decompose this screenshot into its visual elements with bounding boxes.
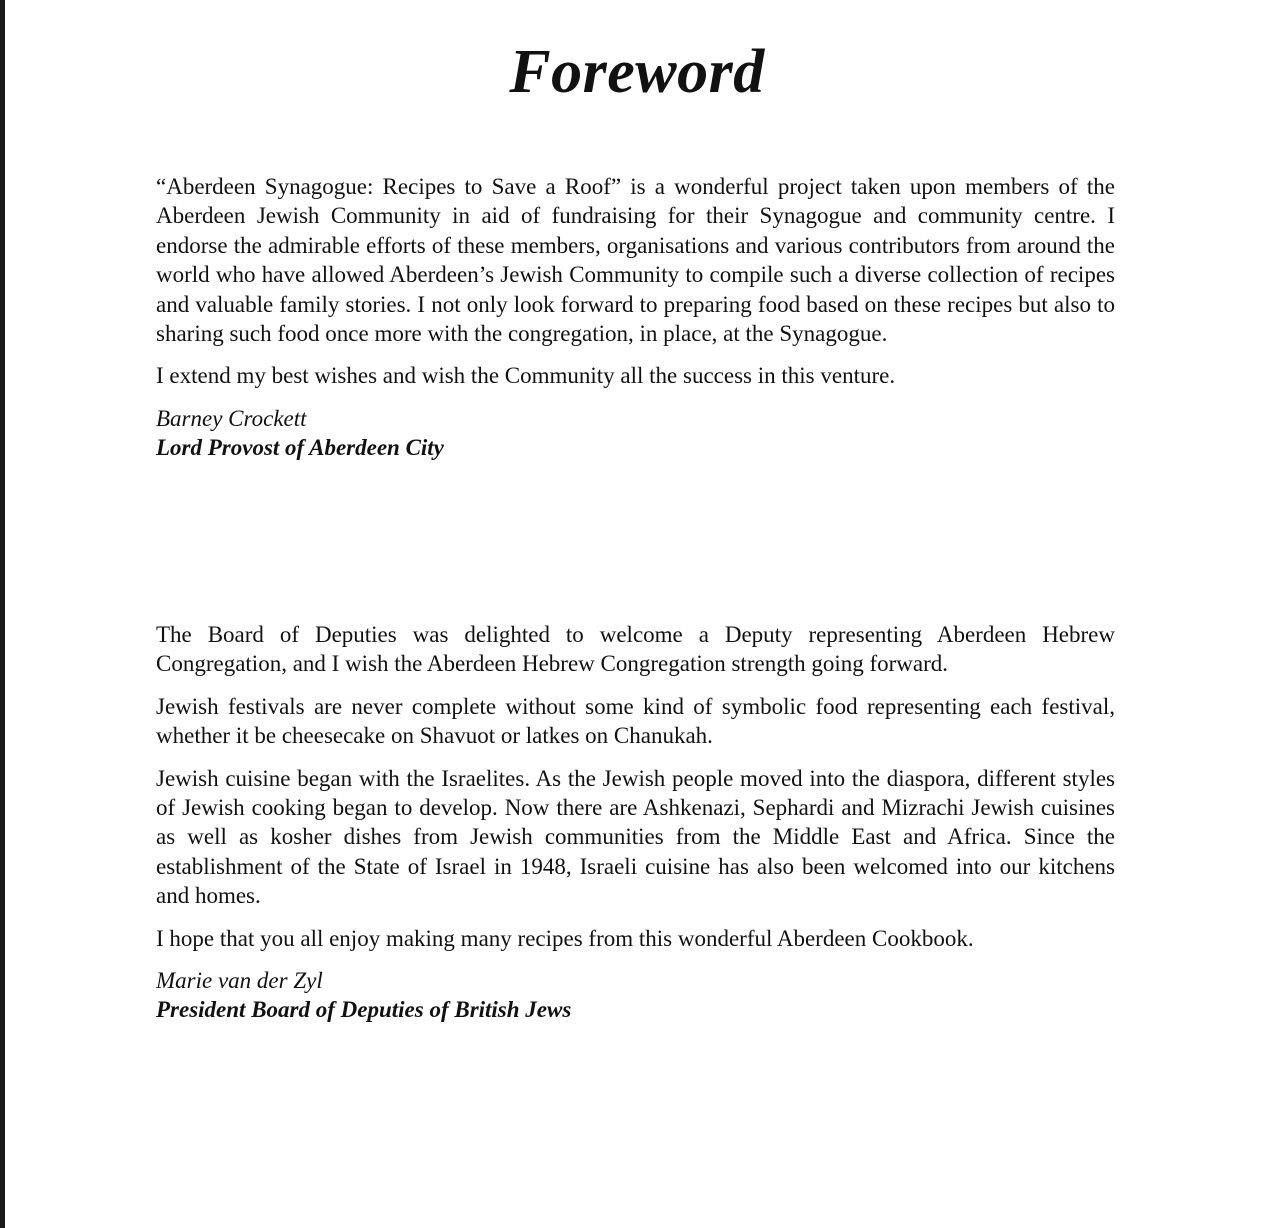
foreword-paragraph: Jewish cuisine began with the Israelites. As the Jewish people moved into the diaspora, different styles of Jewish cooking began to develop. Now there are Ashkenazi, Sephardi and Mizrachi Jewish cuisines as well as kosher dishes from Jewish communities from the Middle East and Africa. Since the establishment of the State of Israel in 1948, Israeli cuisine has also been welcomed into our kitchens and homes.	[156, 765, 1115, 909]
foreword-paragraph: Jewish festivals are never complete without some kind of symbolic food representing each festival, whether it be cheesecake on Shavuot or latkes on Chanukah.	[156, 693, 1115, 749]
foreword-paragraph: I hope that you all enjoy making many recipes from this wonderful Aberdeen Cookbook.	[156, 925, 974, 951]
foreword-paragraph: “Aberdeen Synagogue: Recipes to Save a Roof” is a wonderful project taken upon members of the Aberdeen Jewish Community in aid of fundraising for their Synagogue and community centre. I endorse the admirable efforts of these members, organisations and various contributors from around the world who have allowed Aberdeen’s Jewish Community to compile such a diverse collection of recipes and valuable family stories. I not only look forward to preparing food based on these recipes but also to sharing such food once more with the congregation, in place, at the Synagogue.	[156, 174, 1115, 347]
foreword-section-board-of-deputies	[156, 620, 1115, 1025]
page-title: Foreword	[509, 38, 765, 106]
foreword-section-lord-provost	[156, 172, 1115, 463]
foreword-paragraph: The Board of Deputies was delighted to welcome a Deputy representing Aberdeen Hebrew Congregation, and I wish the Aberdeen Hebrew Congregation strength going forward.	[156, 622, 1115, 677]
signature-title: Lord Provost of Aberdeen City	[156, 435, 444, 461]
signature-name: Marie van der Zyl	[156, 968, 323, 994]
signature-name: Barney Crockett	[156, 405, 307, 431]
signature-title: President Board of Deputies of British Jews	[156, 997, 572, 1023]
foreword-paragraph: I extend my best wishes and wish the Community all the success in this venture.	[156, 363, 896, 389]
